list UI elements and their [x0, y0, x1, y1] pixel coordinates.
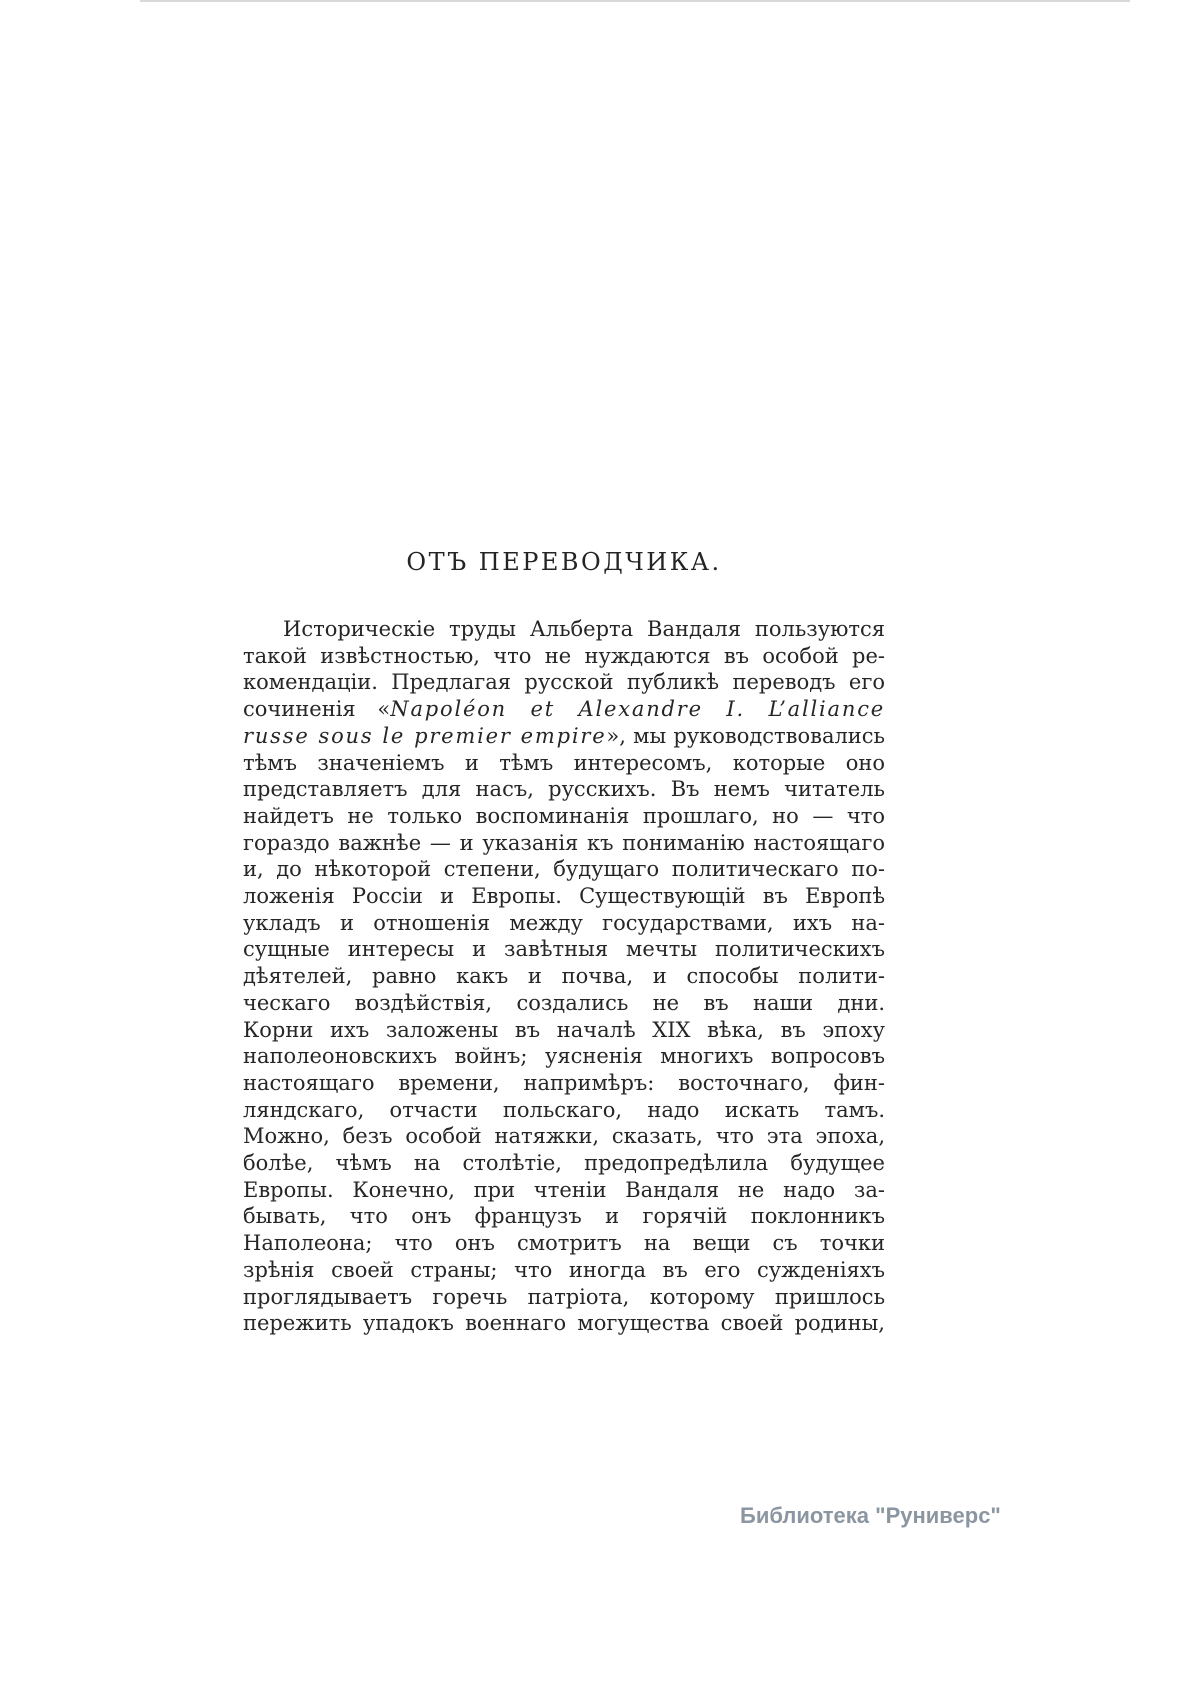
text-line [243, 1043, 885, 1070]
text-segment: представляетъ для насъ, русскихъ. Въ немъ читатель [243, 777, 885, 802]
text-line [243, 990, 885, 1017]
text-block [243, 548, 885, 1337]
text-line [243, 1177, 885, 1204]
scan-edge-artifact [140, 0, 1130, 2]
text-segment: Корни ихъ заложены въ началѣ XIX вѣка, въ эпоху [243, 1017, 885, 1042]
library-watermark: Библиотека "Руниверс" [740, 1503, 1001, 1528]
text-line [243, 723, 885, 750]
text-segment: комендаціи. Предлагая русской публикѣ переводъ его [243, 670, 885, 695]
text-line [243, 750, 885, 777]
french-work-title: russe sous le premier empire [243, 723, 607, 748]
text-line [243, 776, 885, 803]
text-segment: сочиненія « [243, 697, 391, 722]
text-segment: Историческіе труды Альберта Вандаля пользуются [283, 617, 885, 641]
text-segment: », мы руководствовались [606, 723, 885, 748]
page-title: ОТЪ ПЕРЕВОДЧИКА. [406, 548, 722, 576]
text-segment: зрѣнія своей страны; что иногда въ его сужденіяхъ [243, 1257, 885, 1282]
text-segment: Наполеона; что онъ смотритъ на вещи съ точки [243, 1231, 885, 1256]
text-line [243, 1230, 885, 1257]
text-line [243, 936, 885, 963]
text-line [243, 1123, 885, 1150]
text-line [243, 1257, 885, 1284]
text-segment: дѣятелей, равно какъ и почва, и способы полити- [243, 964, 885, 989]
text-segment: болѣе, чѣмъ на столѣтіе, предопредѣлила будущее [243, 1151, 885, 1176]
text-line [243, 1284, 885, 1311]
text-line [243, 1203, 885, 1230]
text-segment: ложенія Россіи и Европы. Существующій въ Европѣ [243, 884, 885, 909]
text-line [243, 1097, 885, 1124]
body-text [243, 616, 885, 1337]
text-line [243, 1310, 885, 1337]
text-line [243, 883, 885, 910]
text-segment: такой извѣстностью, что не нуждаются въ особой ре- [243, 643, 885, 668]
text-line [243, 1150, 885, 1177]
text-segment: наполеоновскихъ войнъ; уясненія многихъ вопросовъ [243, 1044, 885, 1069]
text-segment: бывать, что онъ французъ и горячій поклонникъ [243, 1204, 885, 1229]
text-segment: проглядываетъ горечь патріота, которому пришлось [243, 1284, 885, 1309]
text-line [243, 643, 885, 670]
text-line [243, 616, 885, 643]
text-line [243, 696, 885, 723]
text-segment: пережить упадокъ военнаго могущества своей родины, [243, 1311, 885, 1336]
text-segment: настоящаго времени, напримѣръ: восточнаго, фин- [243, 1070, 885, 1095]
text-segment: найдетъ не только воспоминанія прошлаго, но — что [243, 803, 885, 828]
text-line [243, 910, 885, 937]
text-segment: и, до нѣкоторой степени, будущаго политическаго по- [243, 857, 885, 882]
text-segment: тѣмъ значеніемъ и тѣмъ интересомъ, которые оно [243, 750, 885, 775]
text-line [243, 1017, 885, 1044]
text-line [243, 803, 885, 830]
text-line [243, 963, 885, 990]
text-segment: Можно, безъ особой натяжки, сказать, что эта эпоха, [243, 1124, 885, 1149]
text-segment: сущные интересы и завѣтныя мечты политическихъ [243, 937, 885, 962]
text-segment: укладъ и отношенія между государствами, ихъ на- [243, 910, 885, 935]
text-line [243, 669, 885, 696]
text-line [243, 856, 885, 883]
text-segment: ляндскаго, отчасти польскаго, надо искать тамъ. [243, 1097, 885, 1122]
text-line [243, 830, 885, 857]
text-segment: гораздо важнѣе — и указанія къ пониманію настоящаго [243, 830, 885, 855]
text-segment: ческаго воздѣйствія, создались не въ наши дни. [243, 990, 885, 1015]
french-work-title: Napoléon et Alexandre I. L’alliance [390, 697, 885, 722]
text-line [243, 1070, 885, 1097]
text-segment: Европы. Конечно, при чтеніи Вандаля не надо за- [243, 1177, 885, 1202]
